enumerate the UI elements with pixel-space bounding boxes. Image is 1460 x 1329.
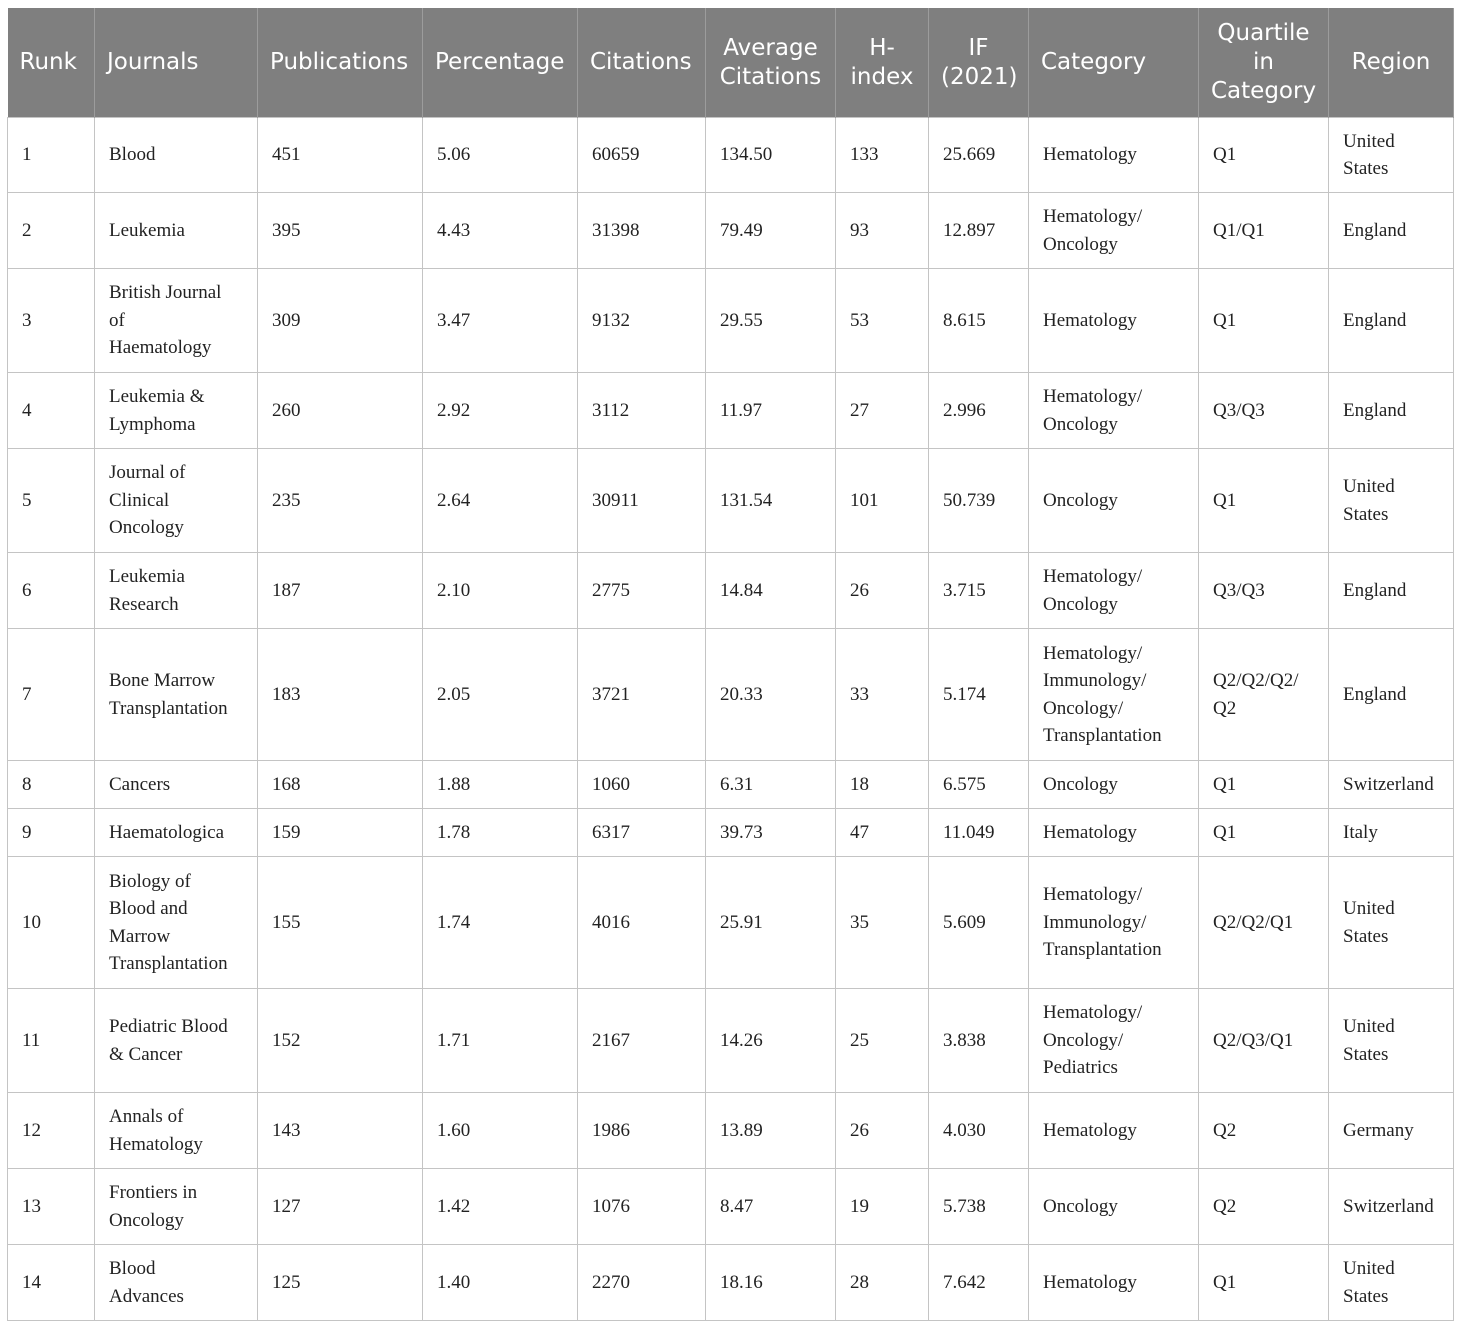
cell-publications: 187 <box>258 553 423 629</box>
cell-line: Hematology/ <box>1043 386 1143 407</box>
cell-line: Oncology <box>1043 233 1118 255</box>
cell-rank: 1 <box>8 118 95 193</box>
cell-h-index: 93 <box>836 193 929 269</box>
cell-line: Blood <box>109 144 156 166</box>
cell-publications: 451 <box>258 118 423 193</box>
cell-h-index: 47 <box>836 809 929 857</box>
table-row <box>8 553 1454 629</box>
cell-journal <box>95 449 258 553</box>
cell-percentage: 1.42 <box>423 1169 578 1245</box>
header-category[interactable]: Category <box>1029 8 1199 118</box>
header-line: index <box>850 63 914 90</box>
table-row <box>8 857 1454 989</box>
cell-h-index: 27 <box>836 373 929 449</box>
cell-rank: 13 <box>8 1169 95 1245</box>
table-row <box>8 269 1454 373</box>
cell-quartile <box>1199 553 1329 629</box>
cell-publications: 168 <box>258 761 423 809</box>
cell-line: Q1 <box>1213 1271 1237 1293</box>
cell-line: Hematology <box>1043 309 1137 331</box>
cell-journal <box>95 373 258 449</box>
cell-line: of <box>109 309 125 331</box>
cell-line: Cancers <box>109 773 171 795</box>
cell-citations: 1060 <box>578 761 706 809</box>
cell-h-index: 35 <box>836 857 929 989</box>
cell-line: Immunology/ <box>1043 911 1147 933</box>
cell-journal <box>95 1245 258 1321</box>
cell-average-citations: 25.91 <box>706 857 836 989</box>
cell-quartile <box>1199 449 1329 553</box>
cell-line: United <box>1343 476 1395 497</box>
cell-journal <box>95 761 258 809</box>
cell-rank: 5 <box>8 449 95 553</box>
cell-line: Oncology/ <box>1043 1029 1124 1051</box>
cell-line: Q1 <box>1213 489 1237 511</box>
cell-rank: 3 <box>8 269 95 373</box>
cell-percentage: 1.78 <box>423 809 578 857</box>
cell-percentage: 1.71 <box>423 989 578 1093</box>
cell-journal <box>95 989 258 1093</box>
cell-if: 8.615 <box>929 269 1029 373</box>
table-row <box>8 761 1454 809</box>
cell-line: Leukemia <box>109 566 185 587</box>
cell-line: Q2 <box>1213 697 1237 719</box>
cell-line: Transplantation <box>1043 725 1162 746</box>
cell-line: Oncology <box>1043 413 1118 435</box>
cell-quartile <box>1199 193 1329 269</box>
cell-category <box>1029 373 1199 449</box>
cell-region <box>1329 989 1454 1093</box>
cell-region <box>1329 761 1454 809</box>
cell-average-citations: 134.50 <box>706 118 836 193</box>
cell-h-index: 53 <box>836 269 929 373</box>
cell-if: 6.575 <box>929 761 1029 809</box>
cell-line: England <box>1343 219 1407 241</box>
cell-citations: 1986 <box>578 1093 706 1169</box>
cell-percentage: 1.40 <box>423 1245 578 1321</box>
cell-line: Transplantation <box>109 697 228 719</box>
cell-if: 50.739 <box>929 449 1029 553</box>
cell-region <box>1329 553 1454 629</box>
header-if[interactable] <box>929 8 1029 118</box>
cell-line: Biology of <box>109 870 191 892</box>
table-row <box>8 809 1454 857</box>
cell-line: Q2/Q2/Q2/ <box>1213 670 1299 691</box>
cell-line: States <box>1343 503 1389 525</box>
cell-quartile <box>1199 373 1329 449</box>
table-row <box>8 1245 1454 1321</box>
cell-rank: 11 <box>8 989 95 1093</box>
cell-line: Oncology <box>1043 773 1118 795</box>
cell-rank: 2 <box>8 193 95 269</box>
cell-publications: 309 <box>258 269 423 373</box>
cell-category <box>1029 193 1199 269</box>
table-row <box>8 193 1454 269</box>
cell-category <box>1029 629 1199 761</box>
cell-citations: 2167 <box>578 989 706 1093</box>
cell-average-citations: 79.49 <box>706 193 836 269</box>
cell-if: 7.642 <box>929 1245 1029 1321</box>
cell-publications: 395 <box>258 193 423 269</box>
cell-average-citations: 11.97 <box>706 373 836 449</box>
table-row <box>8 118 1454 193</box>
cell-line: Hematology/ <box>1043 1002 1143 1024</box>
cell-line: Q1 <box>1213 773 1237 795</box>
cell-line: Marrow <box>109 925 171 947</box>
cell-citations: 2270 <box>578 1245 706 1321</box>
cell-line: United <box>1343 1258 1395 1279</box>
cell-if: 5.738 <box>929 1169 1029 1245</box>
cell-line: United <box>1343 1016 1395 1037</box>
cell-quartile <box>1199 1093 1329 1169</box>
cell-line: States <box>1343 925 1389 947</box>
cell-h-index: 33 <box>836 629 929 761</box>
cell-category <box>1029 989 1199 1093</box>
cell-region <box>1329 1245 1454 1321</box>
cell-percentage: 4.43 <box>423 193 578 269</box>
table-row <box>8 1093 1454 1169</box>
cell-publications: 235 <box>258 449 423 553</box>
cell-line: States <box>1343 1285 1389 1307</box>
cell-publications: 159 <box>258 809 423 857</box>
cell-h-index: 101 <box>836 449 929 553</box>
cell-region <box>1329 809 1454 857</box>
cell-line: Oncology <box>1043 593 1118 615</box>
header-citations[interactable]: Citations <box>578 8 706 118</box>
cell-category <box>1029 449 1199 553</box>
cell-category <box>1029 761 1199 809</box>
cell-journal <box>95 1093 258 1169</box>
cell-line: Research <box>109 593 179 615</box>
cell-publications: 183 <box>258 629 423 761</box>
cell-rank: 12 <box>8 1093 95 1169</box>
cell-publications: 152 <box>258 989 423 1093</box>
cell-publications: 125 <box>258 1245 423 1321</box>
cell-average-citations: 20.33 <box>706 629 836 761</box>
cell-average-citations: 8.47 <box>706 1169 836 1245</box>
cell-quartile <box>1199 809 1329 857</box>
cell-line: Hematology/ <box>1043 642 1143 664</box>
cell-line: Switzerland <box>1343 1195 1434 1217</box>
cell-percentage: 5.06 <box>423 118 578 193</box>
cell-line: Q2/Q2/Q1 <box>1213 911 1294 933</box>
cell-if: 4.030 <box>929 1093 1029 1169</box>
cell-quartile <box>1199 857 1329 989</box>
cell-line: Oncology/ <box>1043 697 1124 719</box>
cell-h-index: 26 <box>836 1093 929 1169</box>
cell-line: Frontiers in <box>109 1182 198 1203</box>
cell-line: Hematology <box>1043 1271 1137 1293</box>
cell-publications: 155 <box>258 857 423 989</box>
cell-region <box>1329 269 1454 373</box>
cell-publications: 143 <box>258 1093 423 1169</box>
cell-percentage: 2.10 <box>423 553 578 629</box>
cell-citations: 30911 <box>578 449 706 553</box>
cell-line: Hematology <box>1043 144 1137 166</box>
cell-journal <box>95 553 258 629</box>
cell-average-citations: 29.55 <box>706 269 836 373</box>
header-region[interactable]: Region <box>1329 8 1454 118</box>
cell-line: Clinical <box>109 489 170 511</box>
cell-average-citations: 14.26 <box>706 989 836 1093</box>
cell-region <box>1329 449 1454 553</box>
cell-publications: 127 <box>258 1169 423 1245</box>
header-quartile[interactable] <box>1199 8 1329 118</box>
cell-line: Leukemia & <box>109 386 205 407</box>
cell-average-citations: 18.16 <box>706 1245 836 1321</box>
cell-line: Hematology <box>109 1133 203 1155</box>
cell-quartile <box>1199 1169 1329 1245</box>
header-line: Quartile <box>1217 20 1310 46</box>
cell-line: Oncology <box>109 1209 184 1231</box>
cell-line: Pediatric Blood <box>109 1016 228 1037</box>
cell-if: 25.669 <box>929 118 1029 193</box>
cell-region <box>1329 629 1454 761</box>
cell-line: Hematology/ <box>1043 884 1143 906</box>
header-line: Category <box>1211 78 1317 104</box>
cell-category <box>1029 857 1199 989</box>
cell-category <box>1029 1245 1199 1321</box>
cell-citations: 2775 <box>578 553 706 629</box>
cell-journal <box>95 857 258 989</box>
cell-line: England <box>1343 683 1407 705</box>
journals-table <box>7 8 1454 1321</box>
cell-category <box>1029 269 1199 373</box>
table-row <box>8 449 1454 553</box>
cell-quartile <box>1199 629 1329 761</box>
cell-publications: 260 <box>258 373 423 449</box>
table-row <box>8 373 1454 449</box>
cell-line: Blood and <box>109 898 188 919</box>
cell-quartile <box>1199 269 1329 373</box>
cell-line: States <box>1343 1043 1389 1065</box>
cell-line: Italy <box>1343 821 1378 843</box>
cell-rank: 14 <box>8 1245 95 1321</box>
cell-line: Annals of <box>109 1106 184 1127</box>
cell-line: Advances <box>109 1285 184 1307</box>
cell-if: 12.897 <box>929 193 1029 269</box>
cell-journal <box>95 193 258 269</box>
cell-percentage: 3.47 <box>423 269 578 373</box>
cell-percentage: 2.05 <box>423 629 578 761</box>
header-journals[interactable]: Journals <box>95 8 258 118</box>
cell-percentage: 2.92 <box>423 373 578 449</box>
cell-citations: 31398 <box>578 193 706 269</box>
header-row <box>8 8 1454 118</box>
cell-rank: 8 <box>8 761 95 809</box>
header-line: IF <box>968 34 989 61</box>
cell-journal <box>95 1169 258 1245</box>
cell-h-index: 26 <box>836 553 929 629</box>
cell-line: Oncology <box>109 517 184 539</box>
cell-line: British Journal <box>109 282 222 304</box>
cell-percentage: 1.88 <box>423 761 578 809</box>
cell-line: Q2/Q3/Q1 <box>1213 1029 1294 1051</box>
cell-line: Haematology <box>109 337 212 359</box>
cell-average-citations: 14.84 <box>706 553 836 629</box>
cell-line: Hematology/ <box>1043 566 1143 587</box>
cell-average-citations: 39.73 <box>706 809 836 857</box>
cell-if: 2.996 <box>929 373 1029 449</box>
cell-line: Leukemia <box>109 219 185 241</box>
cell-line: Blood <box>109 1258 156 1279</box>
cell-category <box>1029 1093 1199 1169</box>
cell-region <box>1329 118 1454 193</box>
cell-line: Q3/Q3 <box>1213 399 1265 421</box>
cell-line: Hematology <box>1043 821 1137 843</box>
cell-line: Hematology/ <box>1043 206 1143 227</box>
cell-line: Transplantation <box>1043 939 1162 961</box>
cell-line: Haematologica <box>109 821 225 843</box>
cell-h-index: 133 <box>836 118 929 193</box>
cell-if: 5.174 <box>929 629 1029 761</box>
header-line: Citations <box>719 63 822 90</box>
cell-journal <box>95 269 258 373</box>
cell-journal <box>95 809 258 857</box>
cell-line: & Cancer <box>109 1043 183 1065</box>
cell-journal <box>95 629 258 761</box>
cell-citations: 4016 <box>578 857 706 989</box>
table-row <box>8 1169 1454 1245</box>
cell-citations: 6317 <box>578 809 706 857</box>
header-line: (2021) <box>941 63 1018 90</box>
table-row <box>8 629 1454 761</box>
cell-percentage: 1.74 <box>423 857 578 989</box>
table-row <box>8 989 1454 1093</box>
cell-h-index: 19 <box>836 1169 929 1245</box>
cell-h-index: 18 <box>836 761 929 809</box>
cell-line: Q1 <box>1213 144 1237 166</box>
cell-citations: 3721 <box>578 629 706 761</box>
cell-quartile <box>1199 989 1329 1093</box>
cell-line: Q1/Q1 <box>1213 219 1265 241</box>
cell-if: 11.049 <box>929 809 1029 857</box>
cell-category <box>1029 809 1199 857</box>
cell-quartile <box>1199 1245 1329 1321</box>
header-average-citations[interactable] <box>706 8 836 118</box>
cell-rank: 7 <box>8 629 95 761</box>
header-rank[interactable]: Runk <box>8 8 95 118</box>
cell-citations: 9132 <box>578 269 706 373</box>
cell-line: Germany <box>1343 1119 1414 1141</box>
cell-line: States <box>1343 158 1389 179</box>
cell-line: England <box>1343 579 1407 601</box>
cell-line: England <box>1343 309 1407 331</box>
cell-region <box>1329 373 1454 449</box>
cell-quartile <box>1199 118 1329 193</box>
cell-region <box>1329 857 1454 989</box>
table-container <box>7 8 1454 1321</box>
header-h-index[interactable] <box>836 8 929 118</box>
cell-line: Q2 <box>1213 1119 1237 1141</box>
cell-line: Q1 <box>1213 309 1237 331</box>
cell-line: Q1 <box>1213 821 1237 843</box>
table-body <box>8 118 1454 1321</box>
cell-average-citations: 13.89 <box>706 1093 836 1169</box>
header-line: in <box>1253 49 1274 75</box>
cell-average-citations: 131.54 <box>706 449 836 553</box>
cell-percentage: 1.60 <box>423 1093 578 1169</box>
cell-line: United <box>1343 130 1395 152</box>
cell-citations: 3112 <box>578 373 706 449</box>
header-line: H- <box>869 34 895 61</box>
cell-rank: 6 <box>8 553 95 629</box>
cell-line: Oncology <box>1043 489 1118 511</box>
cell-average-citations: 6.31 <box>706 761 836 809</box>
cell-rank: 4 <box>8 373 95 449</box>
cell-journal <box>95 118 258 193</box>
cell-if: 3.715 <box>929 553 1029 629</box>
cell-line: Pediatrics <box>1043 1057 1118 1079</box>
cell-line: Switzerland <box>1343 773 1434 795</box>
cell-line: Journal of <box>109 462 186 484</box>
header-percentage[interactable]: Percentage <box>423 8 578 118</box>
cell-line: Lymphoma <box>109 413 196 435</box>
cell-line: England <box>1343 399 1407 421</box>
cell-category <box>1029 1169 1199 1245</box>
cell-region <box>1329 193 1454 269</box>
cell-citations: 1076 <box>578 1169 706 1245</box>
cell-h-index: 25 <box>836 989 929 1093</box>
cell-region <box>1329 1093 1454 1169</box>
cell-line: Immunology/ <box>1043 670 1147 691</box>
cell-rank: 9 <box>8 809 95 857</box>
header-publications[interactable]: Publications <box>258 8 423 118</box>
cell-line: Q2 <box>1213 1195 1237 1217</box>
cell-quartile <box>1199 761 1329 809</box>
cell-line: Oncology <box>1043 1195 1118 1217</box>
cell-line: Q3/Q3 <box>1213 579 1265 601</box>
cell-citations: 60659 <box>578 118 706 193</box>
cell-line: Hematology <box>1043 1119 1137 1141</box>
cell-rank: 10 <box>8 857 95 989</box>
cell-line: Transplantation <box>109 953 228 974</box>
cell-line: United <box>1343 898 1395 919</box>
cell-h-index: 28 <box>836 1245 929 1321</box>
cell-if: 3.838 <box>929 989 1029 1093</box>
cell-if: 5.609 <box>929 857 1029 989</box>
header-line: Average <box>723 34 818 61</box>
cell-region <box>1329 1169 1454 1245</box>
cell-line: Bone Marrow <box>109 670 216 691</box>
cell-category <box>1029 118 1199 193</box>
cell-category <box>1029 553 1199 629</box>
cell-percentage: 2.64 <box>423 449 578 553</box>
